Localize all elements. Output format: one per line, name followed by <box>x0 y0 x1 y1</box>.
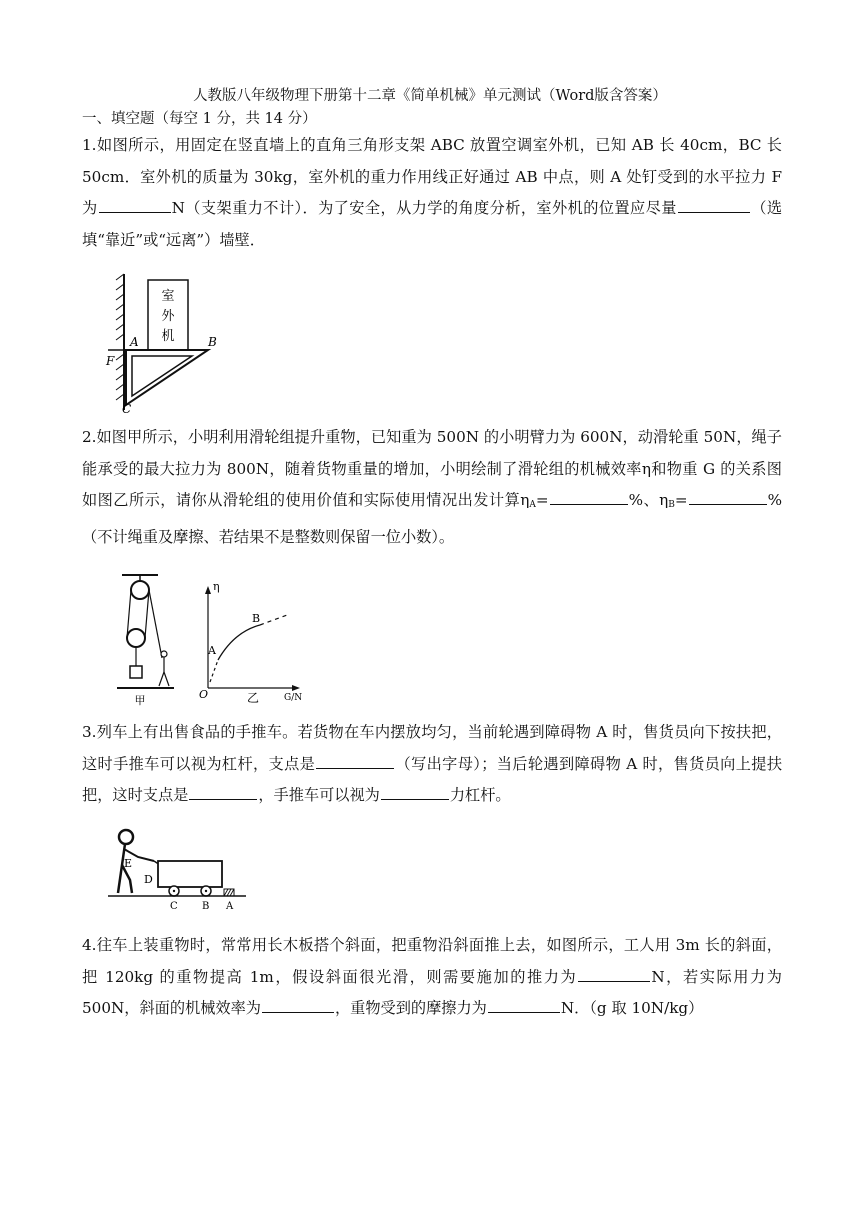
q4-text-2: N，若实际用力为 500N，斜面的机械效率为 <box>82 967 782 1017</box>
q2-text-2: = <box>535 491 549 509</box>
q2-text-1: 2.如图甲所示，小明利用滑轮组提升重物，已知重为 500N 的小明臂力为 600N，动滑轮重 50N，绳子能承受的最大拉力为 800N，随着货物重量的增加，小明绘制了滑轮组的机械效率η和物重 G 的关系图如图乙所示，请你从滑轮组的使用价值和实际使用情况出发计算η <box>82 428 782 509</box>
q3-blank-3[interactable] <box>381 783 449 800</box>
label-b: B <box>208 335 217 349</box>
q2-sub-a: A <box>529 500 536 510</box>
q2-figure <box>112 570 312 710</box>
q1-text-2: N（支架重力不计）．为了安全，从力学的角度分析，室外机的位置应尽量 <box>171 199 677 217</box>
label-c: C <box>170 901 178 912</box>
label-point-a: A <box>208 644 216 657</box>
q3-blank-1[interactable] <box>316 752 394 769</box>
label-axis-g: G/N <box>284 693 303 703</box>
ac-unit-label-3: 机 <box>161 329 175 344</box>
label-d: D <box>144 873 153 886</box>
page-title: 人教版八年级物理下册第十二章《简单机械》单元测试（Word版含答案） <box>193 88 667 104</box>
label-b: B <box>202 901 210 912</box>
q2-sub-b: B <box>668 500 675 510</box>
q3-figure <box>100 825 250 915</box>
cart-body <box>158 861 222 887</box>
q3-text-3: ，手推车可以视为 <box>258 786 380 804</box>
question-1 <box>82 130 782 256</box>
label-jia: 甲 <box>134 694 146 707</box>
label-eta: η <box>213 580 220 593</box>
question-2 <box>82 422 782 553</box>
fixed-pulley <box>131 581 149 599</box>
q3-text-1: 3.列车上有出售食品的手推车。若货物在车内摆放均匀，当前轮遇到障碍物 A 时，售货员向下按扶把，这时手推车可以视为杠杆，支点是 <box>82 723 782 773</box>
q1-text-3: （选填“靠近”或“远离”）墙壁． <box>82 199 783 249</box>
q1-blank-2[interactable] <box>678 196 750 213</box>
section-heading: 一、填空题（每空 1 分，共 14 分） <box>82 111 317 127</box>
question-4 <box>82 930 782 1025</box>
ac-unit-label-1: 室 <box>161 289 175 304</box>
label-yi: 乙 <box>247 691 260 705</box>
q2-blank-1[interactable] <box>550 488 628 505</box>
label-c: C <box>122 402 132 415</box>
q1-figure <box>100 270 240 415</box>
q2-text-4: = <box>674 491 688 509</box>
label-origin: O <box>199 688 209 701</box>
q4-text-3: ，重物受到的摩擦力为 <box>334 999 487 1017</box>
load-box <box>130 666 142 678</box>
q4-text-4: N．（g 取 10N/kg） <box>560 999 704 1017</box>
q3-text-2: （写出字母）；当后轮遇到障碍物 A 时，售货员向上提扶把，这时支点是 <box>82 754 783 804</box>
q3-text-4: 力杠杆。 <box>449 786 511 804</box>
q4-blank-1[interactable] <box>578 965 650 982</box>
q2-text-5: %（不计绳重及摩擦、若结果不是整数则保留一位小数）。 <box>82 491 783 546</box>
label-point-b: B <box>252 612 261 625</box>
q4-blank-3[interactable] <box>488 996 560 1013</box>
label-a: A <box>130 335 139 349</box>
efficiency-curve <box>218 625 260 660</box>
q1-blank-1[interactable] <box>99 196 171 213</box>
question-3 <box>82 717 782 812</box>
q4-blank-2[interactable] <box>262 996 334 1013</box>
q2-text-3: %、η <box>628 491 669 509</box>
label-e: E <box>124 857 133 870</box>
q1-text-1: 1.如图所示，用固定在竖直墙上的直角三角形支架 ABC 放置空调室外机，已知 AB 长 40cm，BC 长 50cm．室外机的质量为 30kg，室外机的重力作用线正好通过 AB 中点，则 A 处钉受到的水平拉力 F 为 <box>82 136 782 217</box>
ac-unit-label-2: 外 <box>161 309 175 324</box>
q3-blank-2[interactable] <box>189 783 257 800</box>
q2-blank-2[interactable] <box>689 488 767 505</box>
label-a: A <box>226 901 234 912</box>
q4-text-1: 4.往车上装重物时，常常用长木板搭个斜面，把重物沿斜面推上去，如图所示，工人用 3m 长的斜面，把 120kg 的重物提高 1m，假设斜面很光滑，则需要施加的推力为 <box>82 936 782 986</box>
moving-pulley <box>127 629 145 647</box>
label-f: F <box>106 354 115 368</box>
